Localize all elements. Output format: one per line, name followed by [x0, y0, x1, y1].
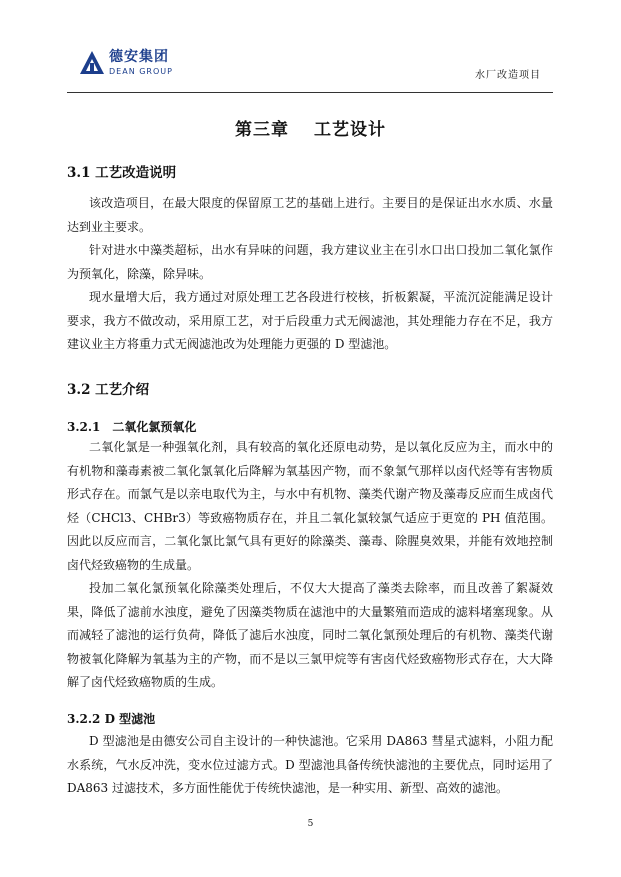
- section-3-1-body: [67, 192, 553, 357]
- header-project-name: 水厂改造项目: [475, 70, 541, 81]
- header-divider: [67, 92, 553, 93]
- section-3-2-2-body: [67, 730, 553, 801]
- paragraph: 现水量增大后，我方通过对原处理工艺各段进行校核，折板絮凝，平流沉淀能满足设计要求，我方不做改动，采用原工艺，对于后段重力式无阀滤池，其处理能力存在不足，我方建议业主方将重力式无阀滤池改为处理能力更强的 D 型滤池。: [67, 290, 553, 351]
- paragraph: 投加二氧化氯预氧化除藻类处理后，不仅大大提高了藻类去除率，而且改善了絮凝效果，降低了滤前水浊度，避免了因藻类物质在滤池中的大量繁殖而造成的滤料堵塞现象。从而减轻了滤池的运行负荷，降低了滤后水浊度，同时二氧化氯预处理后的有机物、藻类代谢物被氧化降解为氧基为主的产物，而不是以三氯甲烷等有害卤代烃致癌物形式存在，大大降解了卤代烃致癌物质的生成。: [67, 581, 553, 689]
- page-header: [67, 40, 553, 96]
- logo-cn-text: 德安集团: [109, 49, 169, 65]
- chapter-title: 第三章 工艺设计: [235, 120, 386, 140]
- page-number: 5: [307, 819, 314, 829]
- section-3-2-2-heading: 3.2.2 D 型滤池: [67, 712, 156, 726]
- company-logo: [79, 44, 189, 84]
- paragraph: 二氧化氯是一种强氧化剂，具有较高的氧化还原电动势，是以氧化反应为主，而水中的有机物和藻毒素被二氧化氯氧化后降解为氧基因产物，而不象氯气那样以卤代烃等有害物质形式存在。而氯气是以亲电取代为主，与水中有机物、藻类代谢产物及藻毒反应而生成卤代烃（CHCl3、CHBr3）等致癌物质存在，并且二氧化氯较氯气适应于更宽的 PH 值范围。因此以反应而言，二氧化氯比氯气具有更好的除藻类、藻毒、除腥臭效果，并能有效地控制卤代烃致癌物的生成量。: [67, 440, 553, 572]
- section-3-2-1-heading: 3.2.1 二氧化氯预氧化: [67, 420, 197, 434]
- paragraph: 该改造项目，在最大限度的保留原工艺的基础上进行。主要目的是保证出水水质、水量达到业主要求。: [67, 196, 553, 234]
- paragraph: D 型滤池是由德安公司自主设计的一种快滤池。它采用 DA863 彗星式滤料，小阻力配水系统，气水反冲洗，变水位过滤方式。D 型滤池具备传统快滤池的主要优点，同时运用了 DA863 过滤技术，多方面性能优于传统快滤池，是一种实用、新型、高效的滤池。: [67, 734, 553, 795]
- paragraph: 针对进水中藻类超标，出水有异味的问题，我方建议业主在引水口出口投加二氧化氯作为预氧化，除藻，除异味。: [67, 243, 553, 281]
- section-3-2-1-body: [67, 436, 553, 695]
- logo-en-text: DEAN GROUP: [109, 67, 173, 76]
- section-3-2-heading: 3.2 工艺介绍: [67, 382, 150, 398]
- logo-emblem-icon: [79, 50, 105, 76]
- section-3-1-heading: 3.1 工艺改造说明: [67, 165, 177, 181]
